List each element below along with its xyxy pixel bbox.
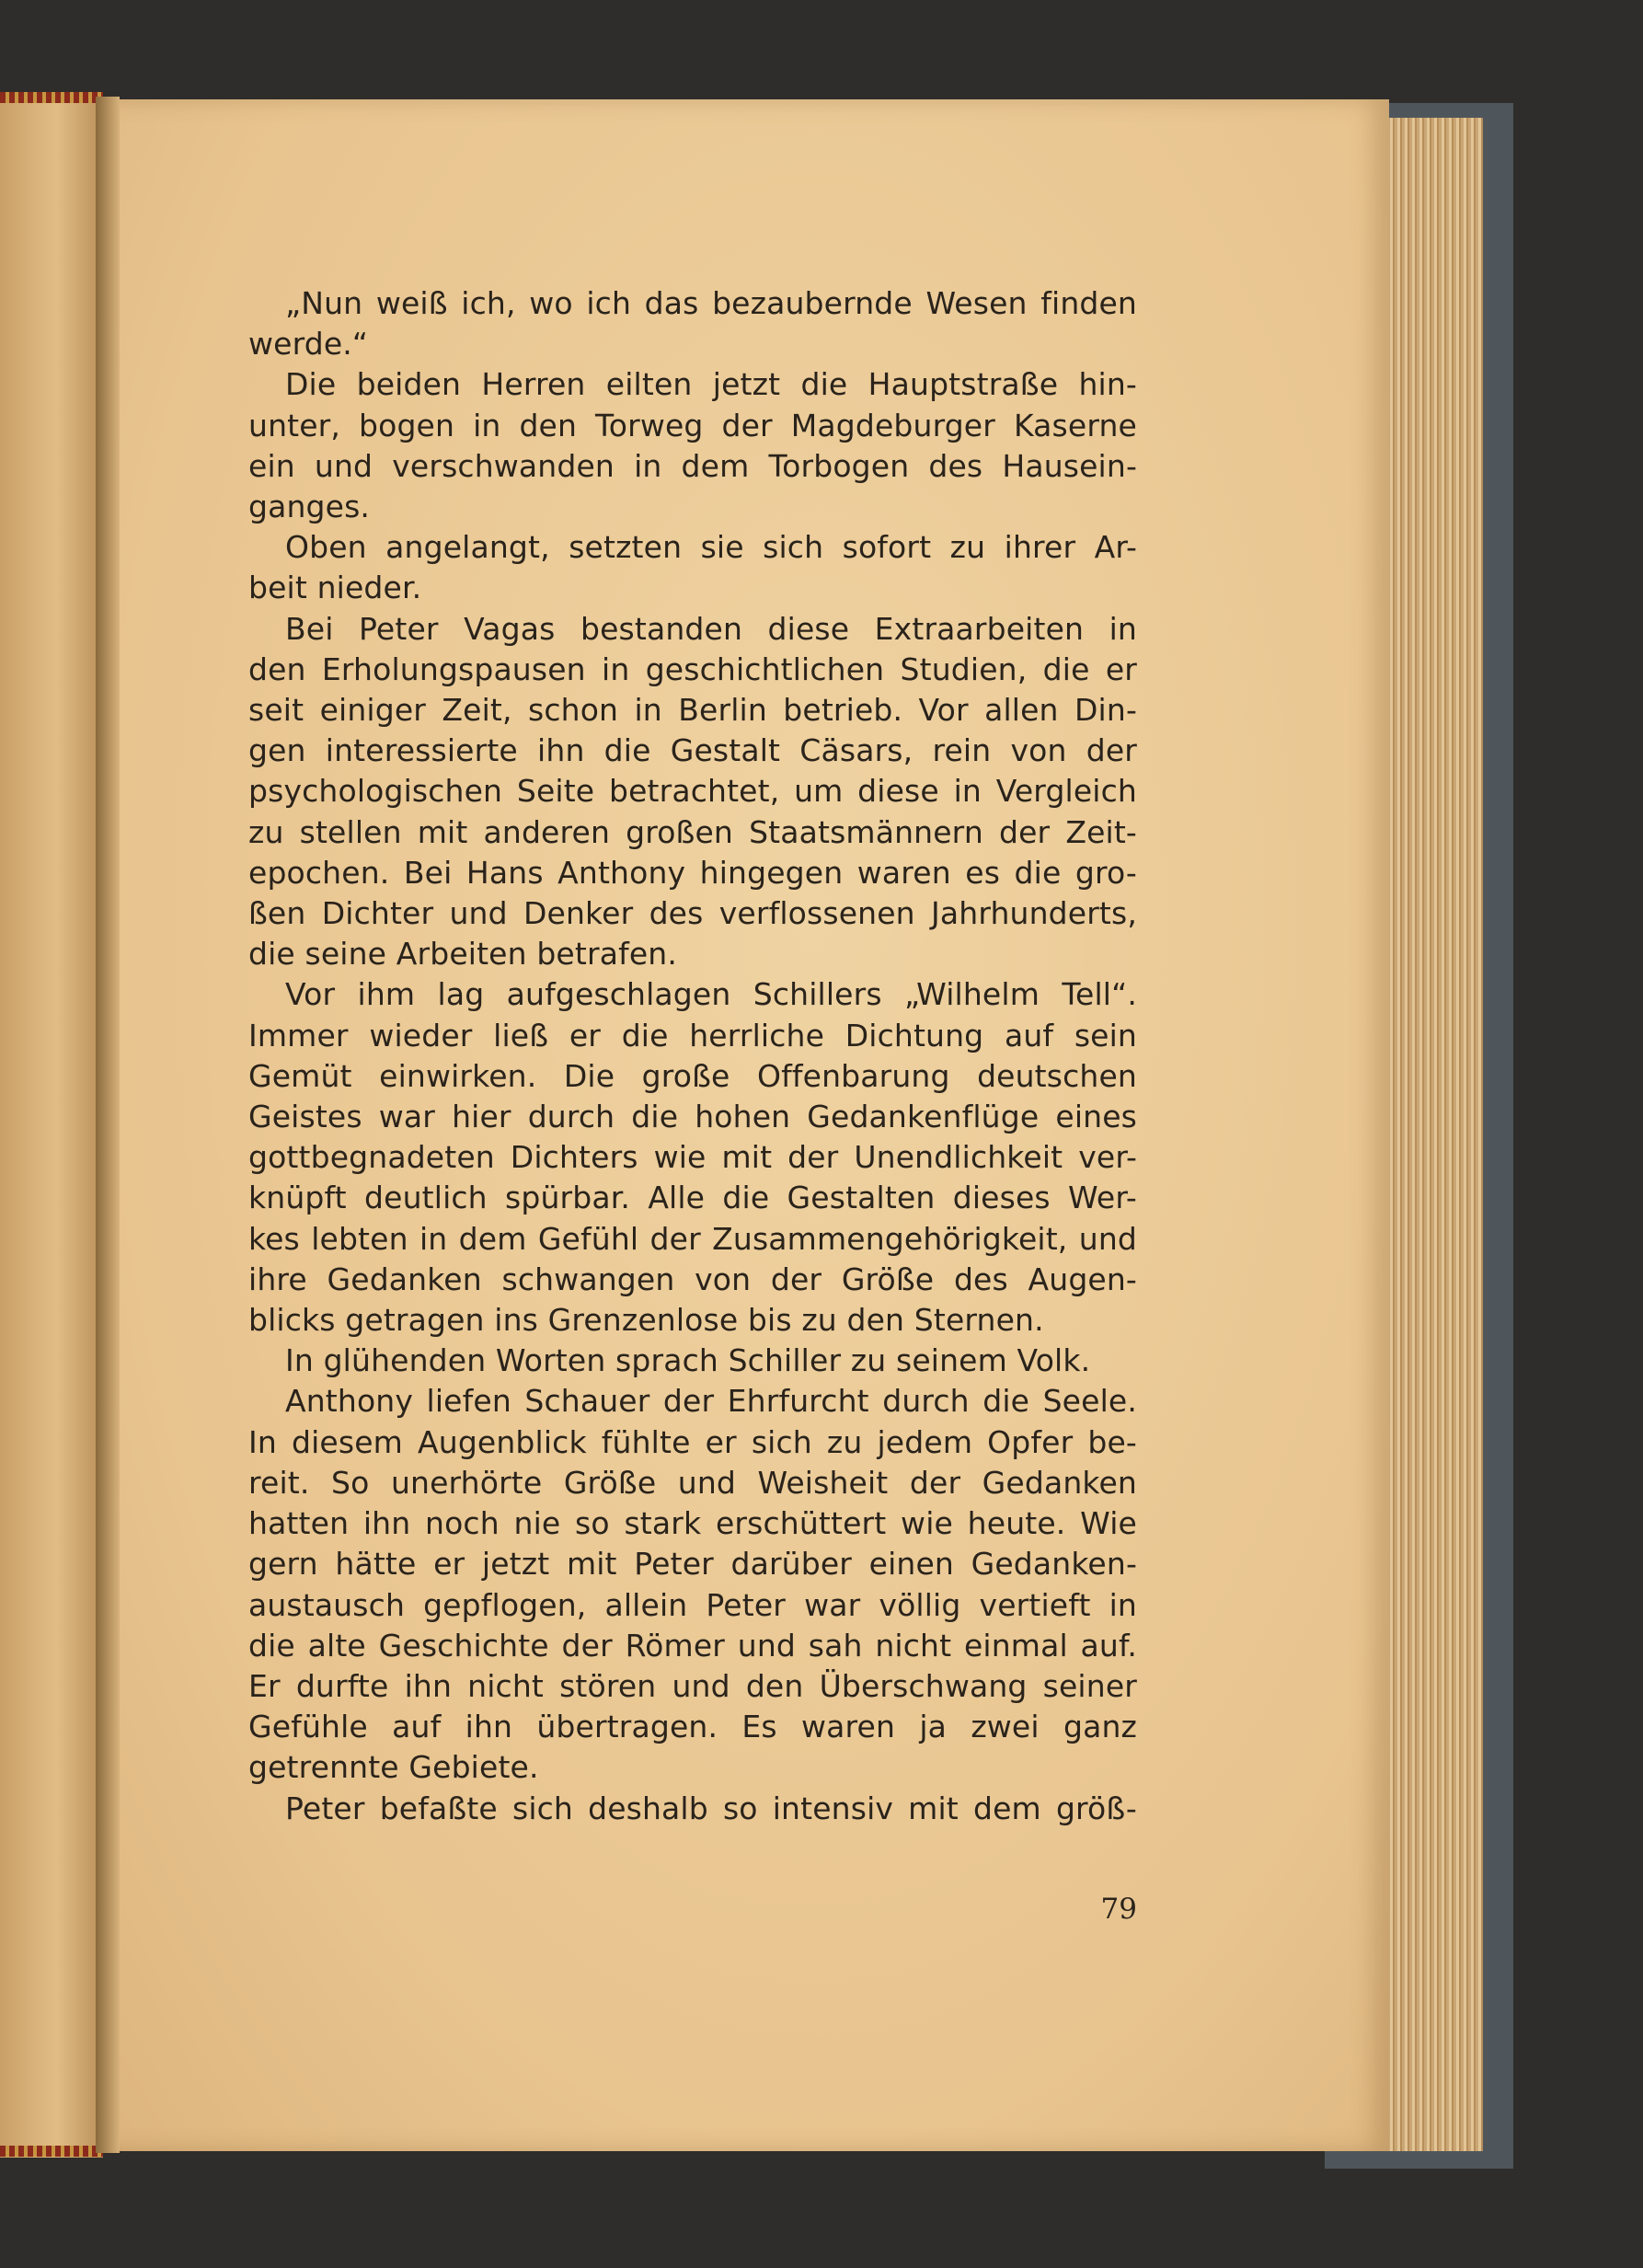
text-line: Immer wieder ließ er die herrliche Dichtung auf sein xyxy=(248,1017,1137,1053)
paragraph xyxy=(248,527,1137,608)
paragraph xyxy=(248,974,1137,1341)
text-line: Vor ihm lag aufgeschlagen Schillers „Wilhelm Tell“. xyxy=(285,976,1137,1013)
text-line: Die beiden Herren eilten jetzt die Hauptstraße hin- xyxy=(285,366,1137,403)
text-line: Anthony liefen Schauer der Ehrfurcht durch die Seele. xyxy=(285,1383,1137,1420)
text-line: unter, bogen in den Torweg der Magdeburger Kaserne xyxy=(248,407,1137,443)
page-number: 79 xyxy=(1100,1893,1137,1926)
text-line: austausch gepflogen, allein Peter war völlig vertieft in xyxy=(248,1586,1137,1623)
text-line: ein und verschwanden in dem Torbogen des Hausein- xyxy=(248,447,1137,484)
text-line: gen interessierte ihn die Gestalt Cäsars, rein von der xyxy=(248,732,1137,769)
left-page-edge xyxy=(0,97,103,2158)
text-line: Oben angelangt, setzten sie sich sofort zu ihrer Ar- xyxy=(285,529,1137,566)
text-line: knüpft deutlich spürbar. Alle die Gestalten dieses Wer- xyxy=(248,1180,1137,1216)
text-line: gottbegnadeten Dichters wie mit der Unendlichkeit ver- xyxy=(248,1139,1137,1176)
paragraph xyxy=(248,1381,1137,1788)
text-line: epochen. Bei Hans Anthony hingegen waren es die gro- xyxy=(248,854,1137,891)
paragraph xyxy=(248,283,1137,364)
left-page-headband xyxy=(0,92,103,103)
left-page-tailband xyxy=(0,2146,103,2157)
text-line: zu stellen mit anderen großen Staatsmännern der Zeit- xyxy=(248,813,1137,850)
paragraph xyxy=(248,1341,1137,1381)
text-line: ßen Dichter und Denker des verflossenen Jahrhunderts, xyxy=(248,895,1137,932)
text-line: den Erholungspausen in geschichtlichen Studien, die er xyxy=(248,650,1137,687)
text-line: Gemüt einwirken. Die große Offenbarung deutschen xyxy=(248,1057,1137,1094)
text-line: beit nieder. xyxy=(248,570,422,606)
text-line: reit. So unerhörte Größe und Weisheit der Gedanken xyxy=(248,1464,1137,1501)
paragraph xyxy=(248,1789,1137,1829)
text-line: In diesem Augenblick fühlte er sich zu jedem Opfer be- xyxy=(248,1423,1137,1460)
text-line: ihre Gedanken schwangen von der Größe des Augen- xyxy=(248,1261,1137,1297)
text-line: ganges. xyxy=(248,489,371,525)
text-line: getrennte Gebiete. xyxy=(248,1749,539,1786)
text-line: die seine Arbeiten betrafen. xyxy=(248,936,677,973)
text-line: werde.“ xyxy=(248,326,369,363)
text-line: blicks getragen ins Grenzenlose bis zu den Sternen. xyxy=(248,1302,1044,1339)
paragraph xyxy=(248,364,1137,527)
text-line: psychologischen Seite betrachtet, um diese in Vergleich xyxy=(248,773,1137,810)
text-line: Gefühle auf ihn übertragen. Es waren ja zwei ganz xyxy=(248,1709,1137,1745)
text-line: seit einiger Zeit, schon in Berlin betrieb. Vor allen Din- xyxy=(248,692,1137,729)
text-line: gern hätte er jetzt mit Peter darüber einen Gedanken- xyxy=(248,1546,1137,1583)
text-line: Geistes war hier durch die hohen Gedankenflüge eines xyxy=(248,1099,1137,1135)
text-line: hatten ihn noch nie so stark erschüttert wie heute. Wie xyxy=(248,1505,1137,1542)
text-line: Bei Peter Vagas bestanden diese Extraarbeiten in xyxy=(285,610,1137,647)
text-line: In glühenden Worten sprach Schiller zu seinem Volk. xyxy=(285,1342,1091,1379)
page-body-text xyxy=(248,283,1137,1829)
text-line: die alte Geschichte der Römer und sah nicht einmal auf. xyxy=(248,1627,1137,1664)
text-line: kes lebten in dem Gefühl der Zusammengehörigkeit, und xyxy=(248,1220,1137,1257)
text-line: Er durfte ihn nicht stören und den Überschwang seiner xyxy=(248,1667,1137,1704)
text-line: „Nun weiß ich, wo ich das bezaubernde Wesen finden xyxy=(285,285,1137,321)
page-gutter xyxy=(96,97,120,2153)
paragraph xyxy=(248,609,1137,975)
page-stack-edge xyxy=(1380,118,1483,2151)
text-line: Peter befaßte sich deshalb so intensiv mit dem größ- xyxy=(285,1790,1137,1826)
